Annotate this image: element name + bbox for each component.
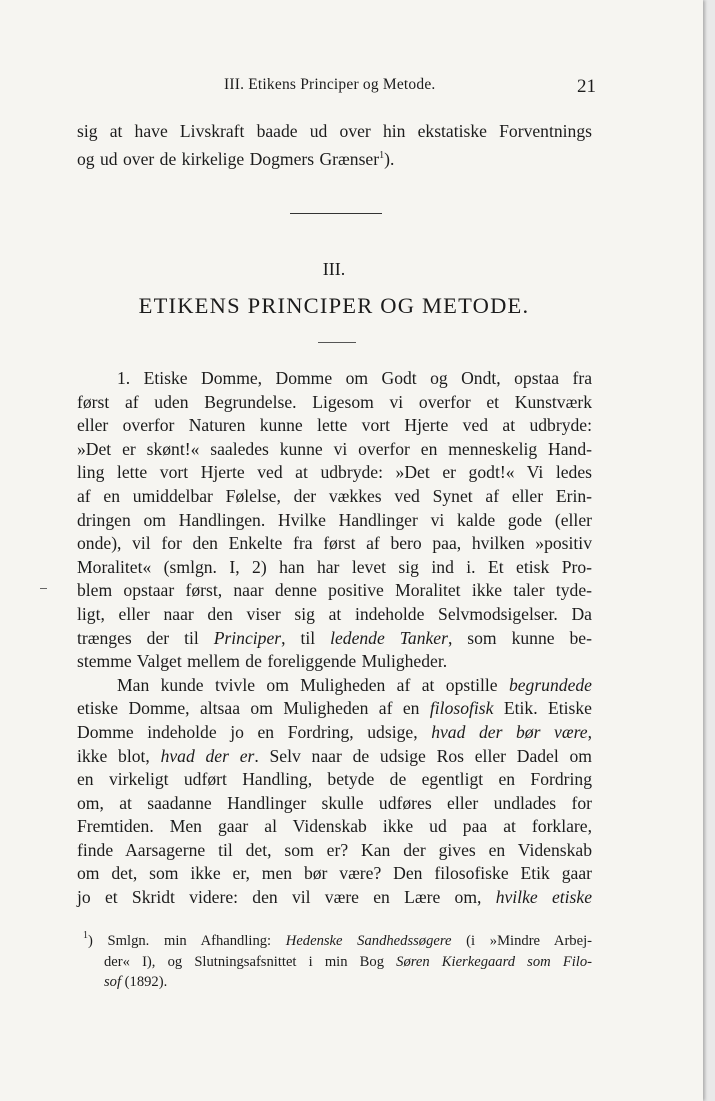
text-line: Fremtiden. Men gaar al Videnskab ikke ud paa at forklare, [77, 816, 592, 837]
text-fragment: (i »Mindre Arbej- [451, 933, 593, 949]
text-fragment: Domme indeholde jo en Fordring, udsige, [77, 721, 432, 742]
text-line [77, 144, 592, 172]
intro-paragraph [77, 120, 592, 171]
text-fragment: Man kunde tvivle om Muligheden af at opstille [117, 674, 509, 695]
text-fragment: jo et Skridt videre: den vil være en Lære om, [77, 887, 496, 908]
italic-term: sof [104, 974, 122, 990]
text-line: dringen om Handlingen. Hvilke Handlinger vi kalde gode (eller [77, 509, 592, 530]
footnote-marker: 1 [83, 930, 88, 941]
italic-term: hvilke etiske [495, 887, 592, 908]
text-fragment: , [587, 721, 592, 742]
section-divider [290, 213, 382, 214]
italic-term: hvad der bør være [431, 721, 588, 742]
text-fragment: , til [281, 627, 331, 648]
text-line: af en umiddelbar Følelse, der vækkes ved Synet af eller Erin- [77, 485, 592, 506]
text-line: først af uden Begrundelse. Ligesom vi overfor et Kunstværk [77, 391, 592, 412]
text-line [77, 721, 592, 745]
running-head [0, 76, 703, 100]
italic-term: hvad der er [160, 745, 255, 766]
italic-term: filosofisk [429, 698, 494, 719]
margin-mark [40, 588, 47, 589]
title-divider [318, 342, 356, 343]
page-number: 21 [577, 76, 596, 97]
running-title: III. Etikens Principer og Metode. [224, 76, 436, 93]
text-line: Moralitet« (smlgn. I, 2) han har levet sig ind i. Et etisk Pro- [77, 556, 592, 577]
text-line: en virkeligt udført Handling, betyde de egentligt en Fordring [77, 769, 592, 790]
text-line [77, 745, 592, 769]
text-fragment: trænges der til [77, 627, 214, 648]
text-line: ligt, eller naar den viser sig at indeholde Selvmodsigelser. Da [77, 603, 592, 624]
text-line: om, at saadanne Handlinger skulle udføres eller undlades for [77, 792, 592, 813]
text-line: 1. Etiske Domme, Domme om Godt og Ondt, opstaa fra [117, 368, 592, 388]
text-line: ling lette vort Hjerte ved at udbryde: »Det er godt!« Vi ledes [77, 462, 592, 483]
text-line: sig at have Livskraft baade ud over hin ekstatiske Forventnings [77, 121, 592, 141]
text-line [77, 886, 592, 910]
text-fragment: ) Smlgn. min Afhandling: [88, 933, 286, 949]
text-line [77, 674, 592, 698]
text-line: om det, som ikke er, men bør være? Den filosofiske Etik gaar [77, 863, 592, 884]
text-fragment: . Selv naar de udsige Ros eller Dadel om [254, 745, 592, 766]
footnote-ref: 1 [379, 149, 385, 161]
italic-term: Søren Kierkegaard som Filo- [396, 953, 592, 970]
text-line: blem opstaar først, naar denne positive Moralitet ikke taler tyde- [77, 580, 592, 601]
text-line [77, 697, 592, 721]
text-line [77, 627, 592, 651]
footnote-line [77, 952, 592, 973]
italic-term: ledende Tanker [330, 627, 448, 648]
text-fragment: ikke blot, [77, 745, 161, 766]
text-fragment: der« I), og Slutningsafsnittet i min Bog [104, 953, 397, 970]
text-fragment: Etik. Etiske [493, 698, 592, 719]
footnote-line [77, 926, 592, 952]
text-line: stemme Valget mellem de foreliggende Muligheder. [77, 651, 448, 672]
section-title: ETIKENS PRINCIPER OG METODE. [138, 293, 530, 318]
footnote-line [77, 972, 592, 993]
text-fragment: , som kunne be- [447, 627, 592, 648]
text-fragment: (1892). [121, 974, 168, 990]
italic-term: Principer [213, 627, 282, 648]
text-fragment: etiske Domme, altsaa om Muligheden af en [77, 698, 430, 719]
text-line: eller overfor Naturen kunne lette vort Hjerte ved at udbryde: [77, 415, 592, 436]
section-number: III. [322, 259, 346, 279]
text-line: finde Aarsagerne til det, som er? Kan der gives en Videnskab [77, 839, 592, 860]
text-line: »Det er skønt!« saaledes kunne vi overfor en menneskelig Hand- [77, 438, 592, 459]
italic-term: Hedenske Sandhedssøgere [285, 933, 452, 949]
text-line: onde), vil for den Enkelte fra først af bero paa, hvilken »positiv [77, 533, 592, 554]
footnote [77, 926, 592, 993]
body-text [77, 367, 592, 910]
text-fragment: ). [384, 148, 395, 169]
text-fragment: og ud over de kirkelige Dogmers Grænser [77, 148, 380, 169]
italic-term: begrundede [508, 674, 592, 695]
